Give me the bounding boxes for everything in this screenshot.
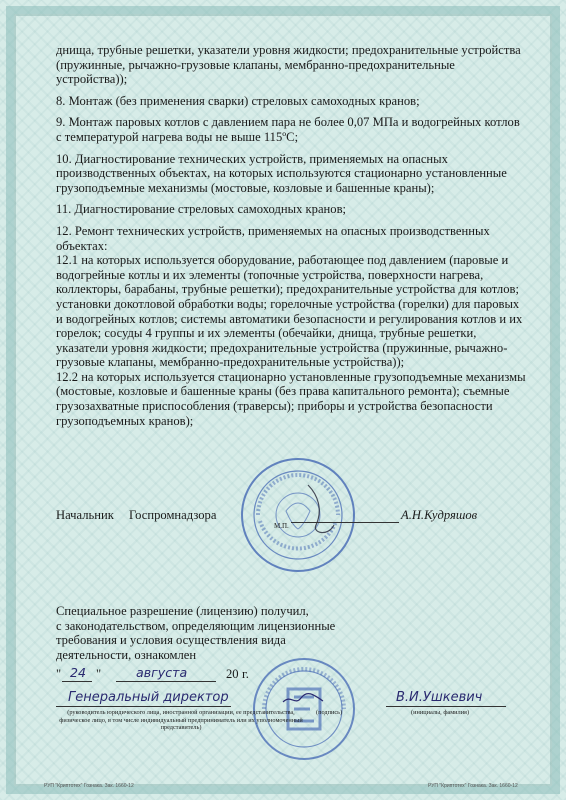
year-suffix: г.: [242, 667, 249, 681]
ack-line: с законодательством, определяющим лицензионные: [56, 618, 336, 633]
paragraph-9: 9. Монтаж паровых котлов с давлением пара не более 0,07 МПа и водогрейных котлов с температурой нагрева воды не выше 115ºС;: [56, 115, 520, 144]
ack-line: Специальное разрешение (лицензию) получил,: [56, 604, 309, 618]
paragraph-8: 8. Монтаж (без применения сварки) стреловых самоходных кранов;: [56, 93, 420, 108]
applicant-signature-row: [56, 692, 526, 742]
date-month: августа: [136, 665, 188, 680]
day-underline: [62, 681, 92, 682]
signatory-title-left: Начальник: [56, 508, 114, 522]
paragraph-12-2: 12.2 на которых используется стационарно установленные грузоподъемные механизмы (мостовые, козловые и башенные краны (без права капитального ремонта); съемные грузозахватные приспособления (траверсы); приборы и устройства безопасности грузоподъемных кранов);: [56, 369, 526, 428]
position-line: [56, 706, 231, 707]
printer-note-left: РУП "Криптотех" Гознака. Зак. 1660-12: [44, 783, 134, 789]
date-day: 24: [70, 665, 87, 680]
paragraph-continuation: днища, трубные решетки, указатели уровня жидкости; предохранительные устройства (пружинные, рычажно-грузовые клапаны, мембранно-предохранительные устройства));: [56, 43, 521, 87]
name-line: [386, 706, 506, 707]
paragraph-12: 12. Ремонт технических устройств, применяемых на опасных производственных объектах:: [56, 223, 490, 253]
paragraph-10: 10. Диагностирование технических устройств, применяемых на опасных производственных объектах, на которых используются стационарно установленные грузоподъемные механизмы (мостовые, козловые и башенные краны);: [56, 151, 507, 195]
acknowledgement-text: [56, 604, 366, 662]
quote-close: ": [96, 667, 102, 681]
license-text: [56, 43, 526, 435]
paragraph-12-1: 12.1 на которых используется оборудование, работающее под давлением (паровые и водогрейные котлы и их элементы (топочные устройства, поверхности нагрева, коллекторы, барабаны, трубные решетки); предохранительные устройства для котлов; установки докотловой обработки воды; горелочные устройства (горелки) для паровых и водогрейных котлов; системы автоматики безопасности и регулирования котлов и их горелок; сосуды 4 группы и их элементы (обечайки, днища, трубные решетки, указатели уровня жидкости; предохранительные устройства (пружинные, рычажно-грузовые клапаны, мембранно-предохранительные устройства));: [56, 253, 523, 370]
date-year: 20: [226, 667, 239, 681]
signature-row: [56, 508, 526, 528]
ack-line: требования и условия осуществления вида: [56, 633, 286, 648]
month-underline: [116, 681, 216, 682]
name-caption: (инициалы, фамилия): [411, 709, 470, 716]
paragraph-11: 11. Диагностирование стреловых самоходных кранов;: [56, 202, 347, 217]
signatory-title-right: Госпромнадзора: [129, 508, 217, 522]
applicant-name: В.И.Ушкевич: [396, 690, 483, 705]
signatory-title: [56, 508, 228, 523]
ack-line: деятельности, ознакомлен: [56, 647, 197, 662]
quote-open: ": [56, 667, 62, 681]
printer-note-right: РУП "Криптотех" Гознака. Зак. 1660-12: [428, 783, 518, 789]
handwritten-signature-icon: [281, 692, 326, 706]
signatory-name: А.Н.Кудряшов: [401, 508, 478, 522]
applicant-position: Генеральный директор: [68, 690, 229, 705]
seal-place-label: М.П.: [274, 522, 289, 530]
signature-caption: (подпись): [316, 709, 343, 716]
position-caption: (руководитель юридического лица, иностранной организации, ее представительства, физическое лицо, в том числе индивидуальный предприниматель или их уполномоченный представитель): [59, 709, 303, 731]
signature-line: [291, 522, 399, 523]
